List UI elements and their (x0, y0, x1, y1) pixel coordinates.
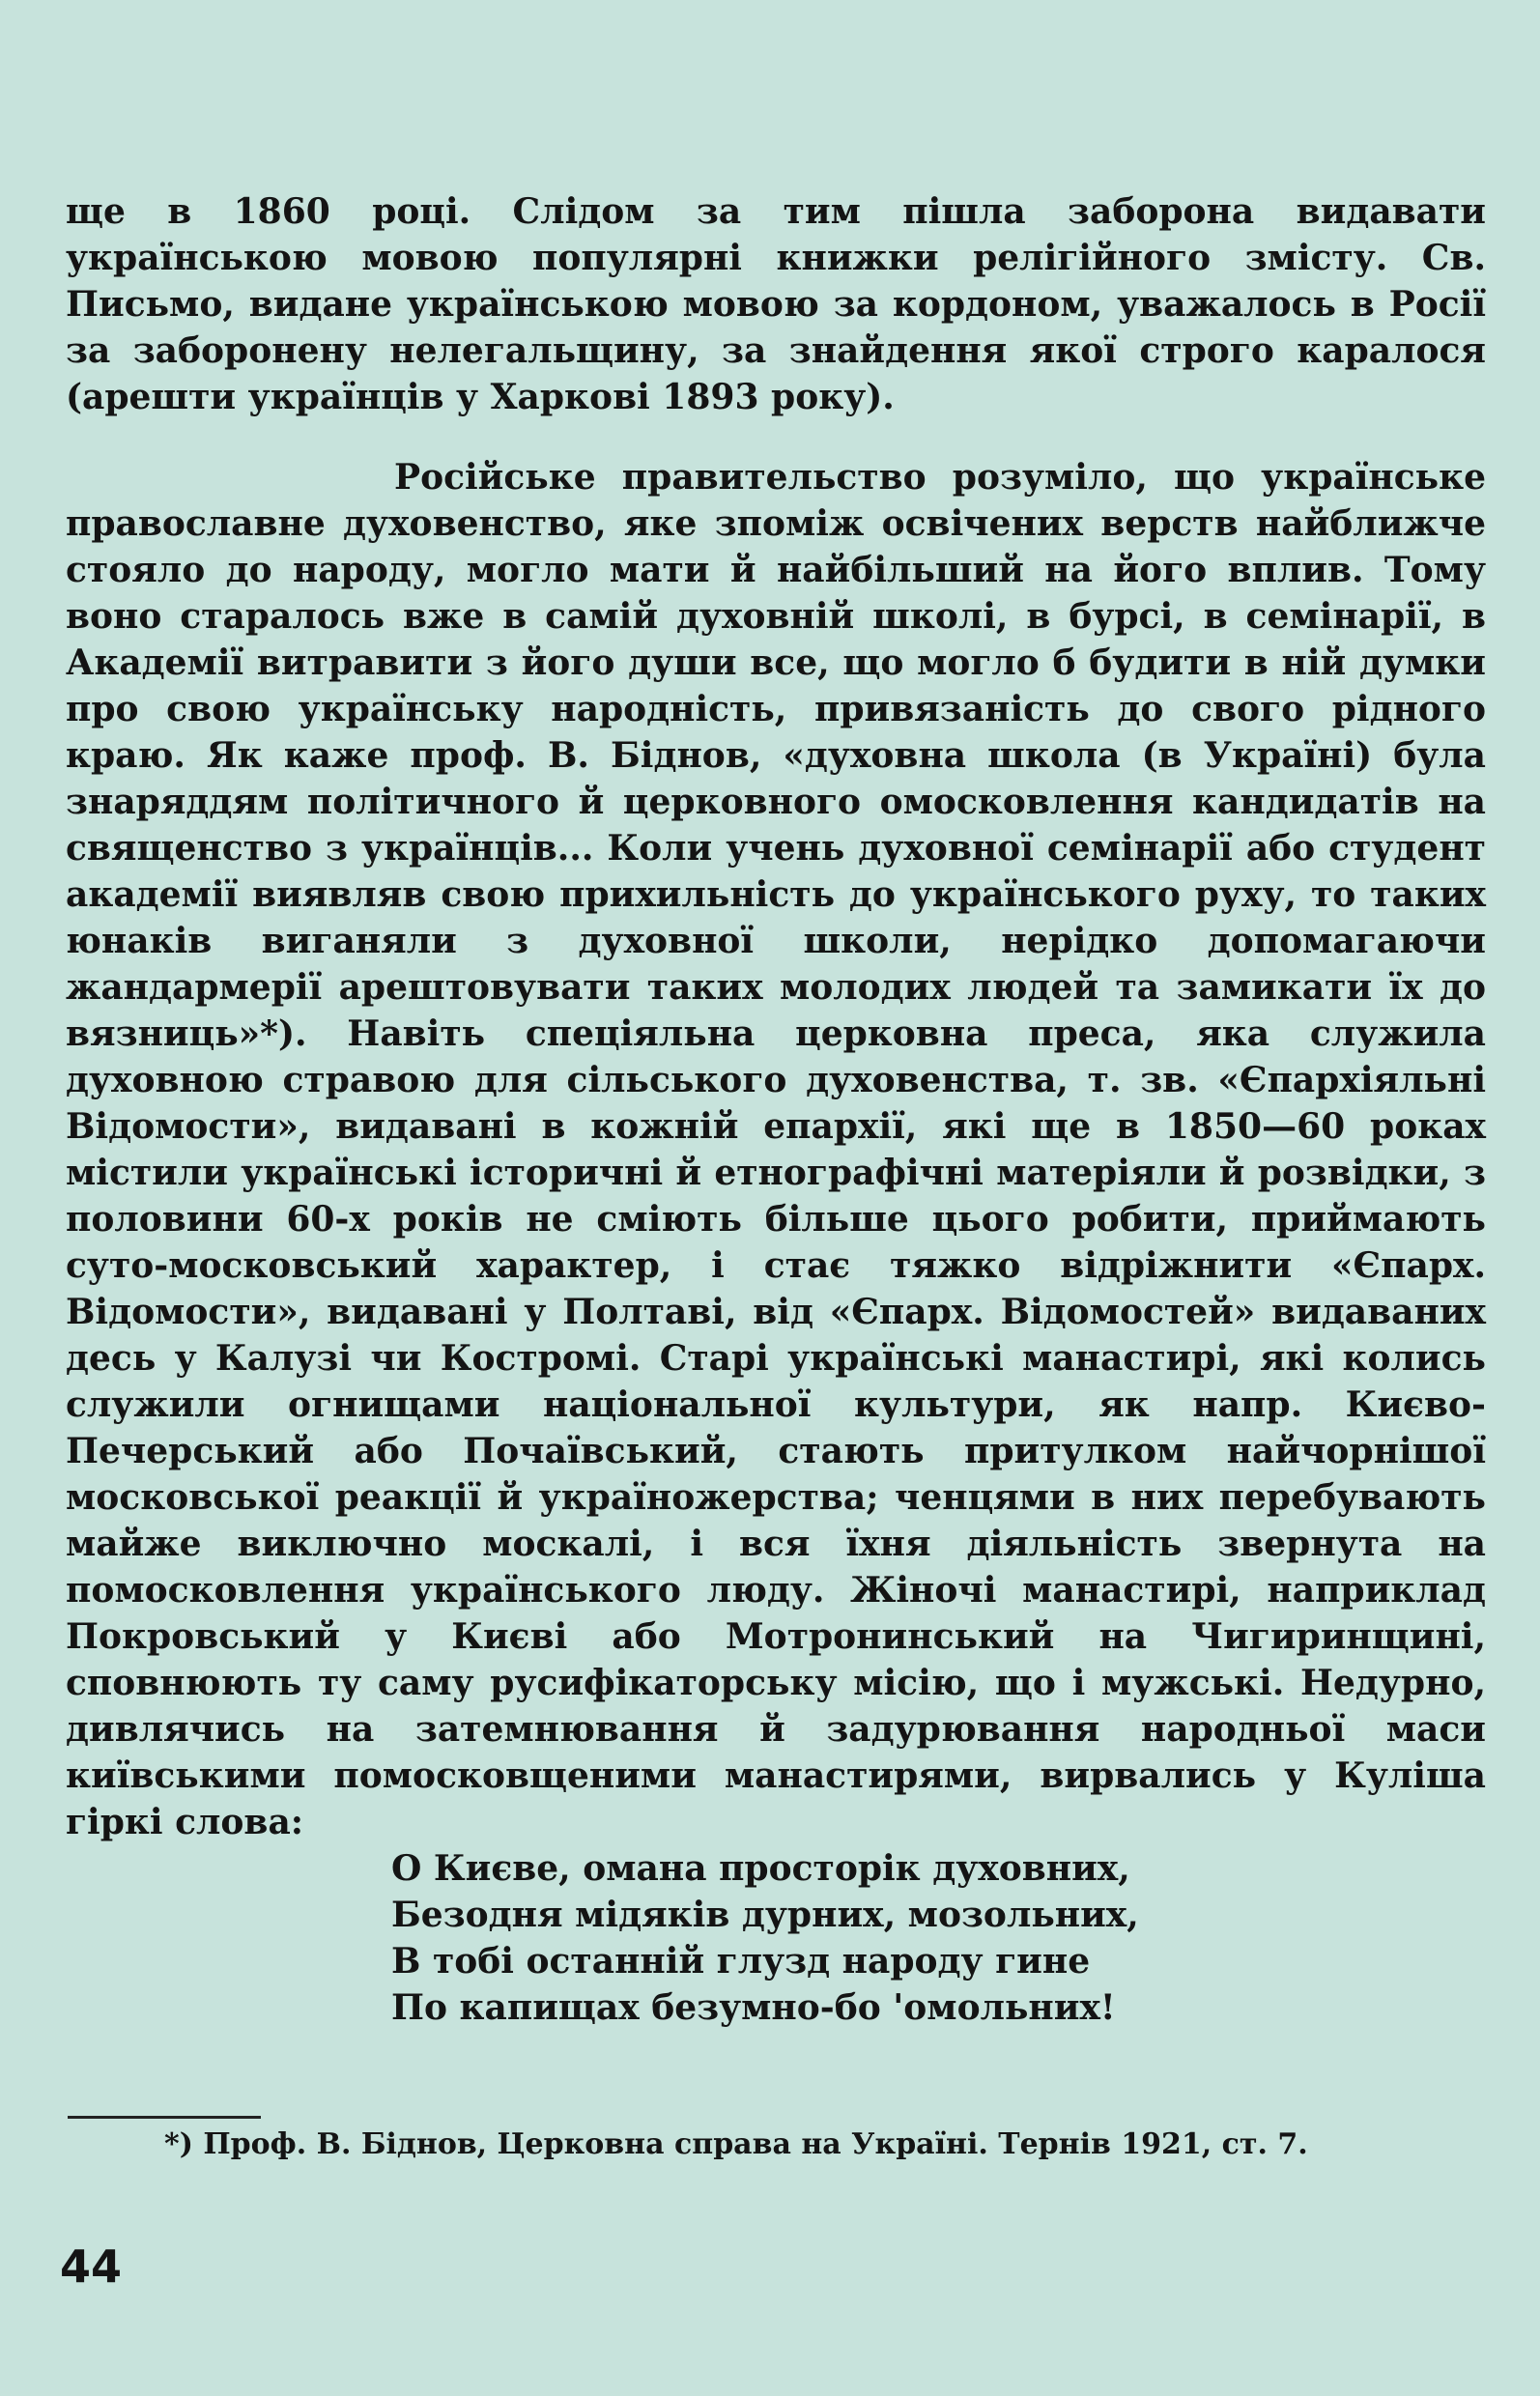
footnote-divider (68, 2116, 261, 2119)
paragraph-1: ще в 1860 році. Слідом за тим пішла заборона видавати українською мовою популярні книжки релігійного змісту. Св. Письмо, видане українською мовою за кордоном, уважалось в Росії за заборонену нелегальщину, за знайдення якої строго каралося (арешти українців у Харкові 1893 року). (66, 191, 1486, 417)
poem-line: По капищах безумно-бо 'омольних! (391, 1987, 1116, 2028)
footnote: *) Проф. В. Біднов, Церковна справа на Україні. Тернів 1921, ст. 7. (164, 2127, 1308, 2161)
poem (391, 1845, 1139, 2031)
page-number: 44 (60, 2240, 123, 2293)
poem-line: О Києве, омана просторік духовних, (391, 1848, 1130, 1889)
poem-line: Безодня мідяків дурних, мозольних, (391, 1895, 1139, 1935)
paragraph-2: Російське правительство розуміло, що українське православне духовенство, яке зпоміж освічених верств найближче стояло до народу, могло мати й найбільший на його вплив. Тому воно старалось вже в самій духовній школі, в бурсі, в семінарії, в Академії витравити з його души все, що могло б будити в ній думки про свою українську народність, привязаність до свого рідного краю. Як каже проф. В. Біднов, «духовна школа (в Україні) була знаряддям політичного й церковного омосковлення кандидатів на священство з українців... Коли учень духовної семінарії або студент академії виявляв свою прихильність до українського руху, то таких юнаків виганяли з духовної школи, нерідко допомагаючи жандармерії арештовувати таких молодих людей та замикати їх до вязниць»*). Навіть спеціяльна церковна преса, яка служила духовною стравою для сільського духовенства, т. зв. «Єпархіяльні Відомости», видавані в кожній епархії, які ще в 1850—60 роках містили українські історичні й етнографічні матеріяли й розвідки, з половини 60-х років не сміють більше цього робити, приймають суто-московський характер, і стає тяжко відріжнити «Єпарх. Відомости», видавані у Полтаві, від «Єпарх. Відомостей» видаваних десь у Калузі чи Костромі. Старі українські манастирі, які колись служили огнищами національної культури, як напр. Києво-Печерський або Почаївський, стають притулком найчорнішої московської реакції й україножерства; ченцями в них перебувають майже виключно москалі, і вся їхня діяльність звернута на помосковлення українського люду. Жіночі манастирі, наприклад Покровський у Києві або Мотронинський на Чигиринщині, сповнюють ту саму русифікаторську місію, що і мужські. Недурно, дивлячись на затемнювання й задурювання народньої маси київськими помосковщеними манастирями, вирвались у Куліша гіркі слова: (66, 457, 1486, 1842)
poem-line: В тобі останній глузд народу гине (391, 1941, 1091, 1982)
